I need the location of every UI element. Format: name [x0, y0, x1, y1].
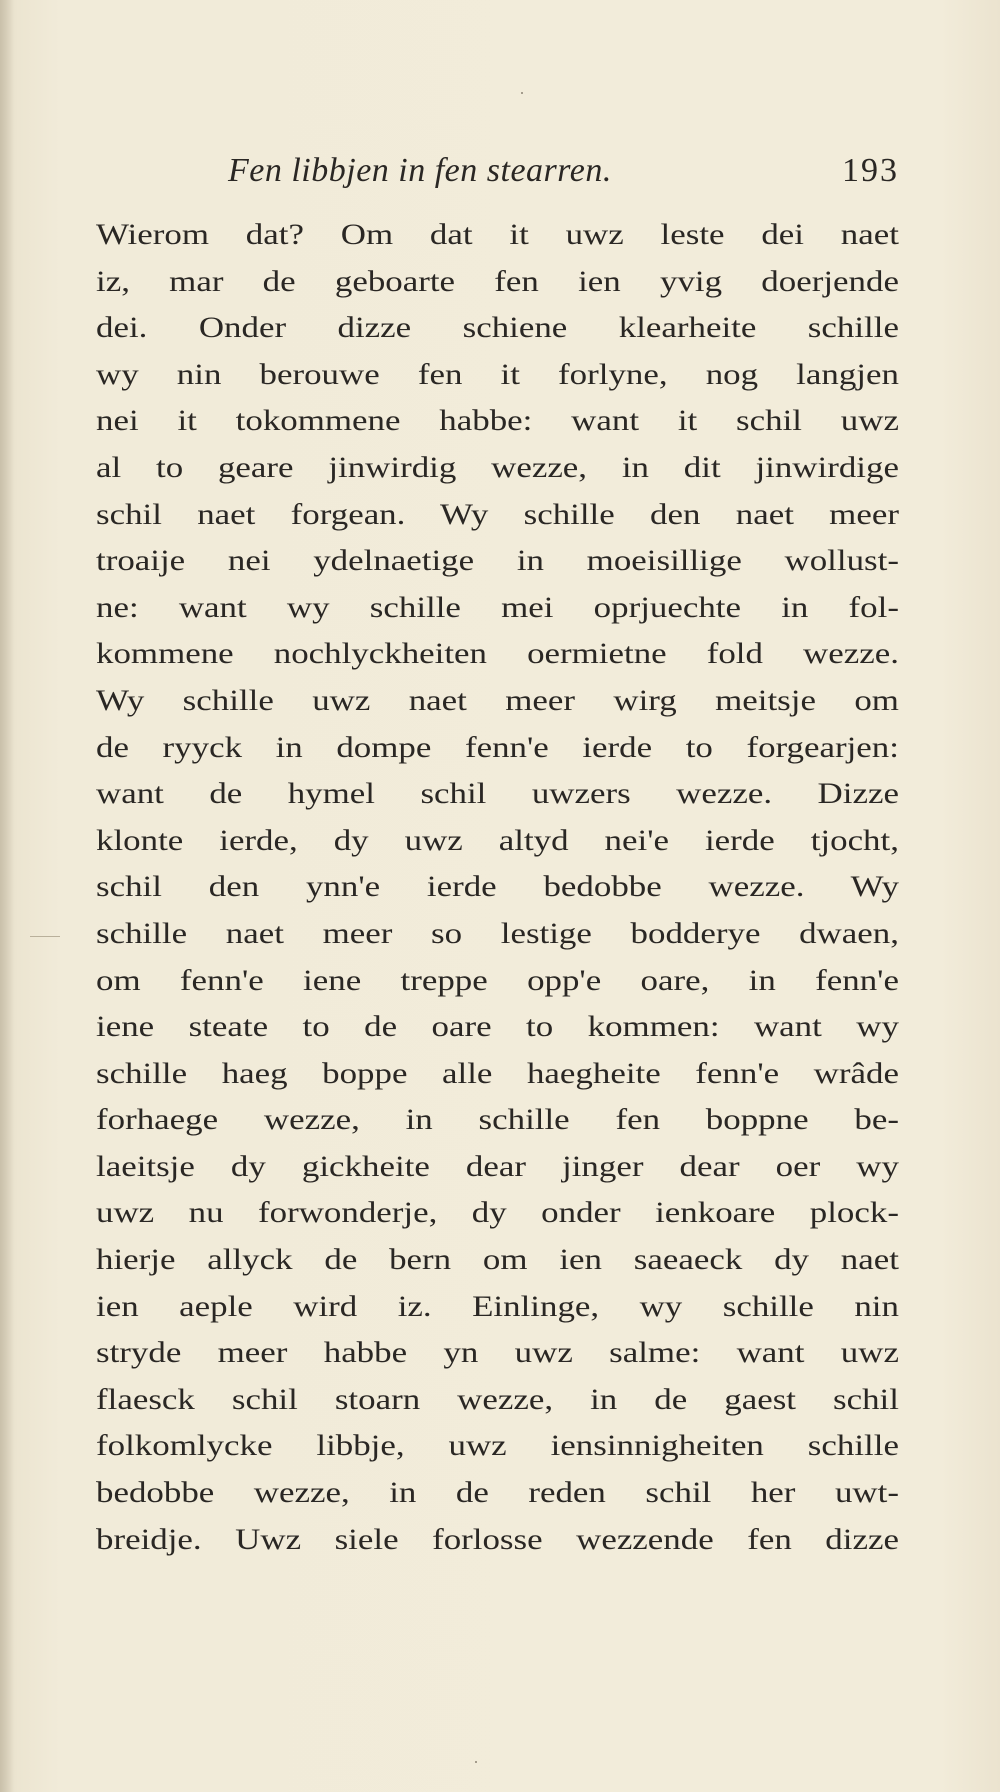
- text-line: forhaege wezze, in schille fen boppne be-: [96, 1103, 899, 1137]
- text-line: dei. Onder dizze schiene klearheite schille: [96, 311, 899, 345]
- text-line: schille naet meer so lestige bodderye dwaen,: [96, 916, 899, 950]
- text-line: stryde meer habbe yn uwz salme: want uwz: [96, 1336, 899, 1370]
- body-text: [96, 212, 899, 1563]
- text-line: hierje allyck de bern om ien saeaeck dy naet: [96, 1243, 899, 1277]
- text-line: bedobbe wezze, in de reden schil her uwt-: [96, 1476, 899, 1510]
- text-line: flaesck schil stoarn wezze, in de gaest schil: [96, 1382, 899, 1416]
- text-line: schille haeg boppe alle haegheite fenn'e wrâde: [96, 1056, 899, 1090]
- page-header: [96, 152, 899, 192]
- page-gutter-shadow: [0, 0, 14, 1792]
- text-line: iz, mar de geboarte fen ien yvig doerjende: [96, 264, 899, 298]
- text-line: want de hymel schil uwzers wezze. Dizze: [96, 777, 899, 811]
- text-line: nei it tokommene habbe: want it schil uwz: [96, 404, 899, 438]
- text-line: Wierom dat? Om dat it uwz leste dei naet: [96, 218, 899, 251]
- text-line: kommene nochlyckheiten oermietne fold wezze.: [96, 637, 899, 671]
- text-line: uwz nu forwonderje, dy onder ienkoare plock-: [96, 1196, 899, 1230]
- page-number: 193: [842, 152, 899, 189]
- text-line: om fenn'e iene treppe opp'e oare, in fenn'e: [96, 963, 899, 997]
- paper-speck: [475, 1761, 477, 1763]
- running-title: Fen libbjen in fen stearren.: [228, 152, 612, 189]
- text-line: wy nin berouwe fen it forlyne, nog langjen: [96, 357, 899, 391]
- text-line: troaije nei ydelnaetige in moeisillige wollust-: [96, 544, 899, 578]
- text-line: laeitsje dy gickheite dear jinger dear oer wy: [96, 1149, 899, 1183]
- text-line: iene steate to de oare to kommen: want wy: [96, 1010, 899, 1044]
- text-line: breidje. Uwz siele forlosse wezzende fen dizze: [96, 1522, 899, 1556]
- text-line: ne: want wy schille mei oprjuechte in fol-: [96, 590, 899, 624]
- text-line: de ryyck in dompe fenn'e ierde to forgearjen:: [96, 730, 899, 764]
- text-line: folkomlycke libbje, uwz iensinnigheiten schille: [96, 1429, 899, 1463]
- text-line: ien aeple wird iz. Einlinge, wy schille nin: [96, 1289, 899, 1323]
- text-line: Wy schille uwz naet meer wirg meitsje om: [96, 683, 899, 717]
- paper-speck: [521, 92, 523, 94]
- text-line: al to geare jinwirdig wezze, in dit jinwirdige: [96, 450, 899, 484]
- text-line: schil naet forgean. Wy schille den naet meer: [96, 497, 899, 531]
- text-line: schil den ynn'e ierde bedobbe wezze. Wy: [96, 870, 899, 904]
- margin-mark: [30, 936, 60, 937]
- text-line: klonte ierde, dy uwz altyd nei'e ierde tjocht,: [96, 823, 899, 857]
